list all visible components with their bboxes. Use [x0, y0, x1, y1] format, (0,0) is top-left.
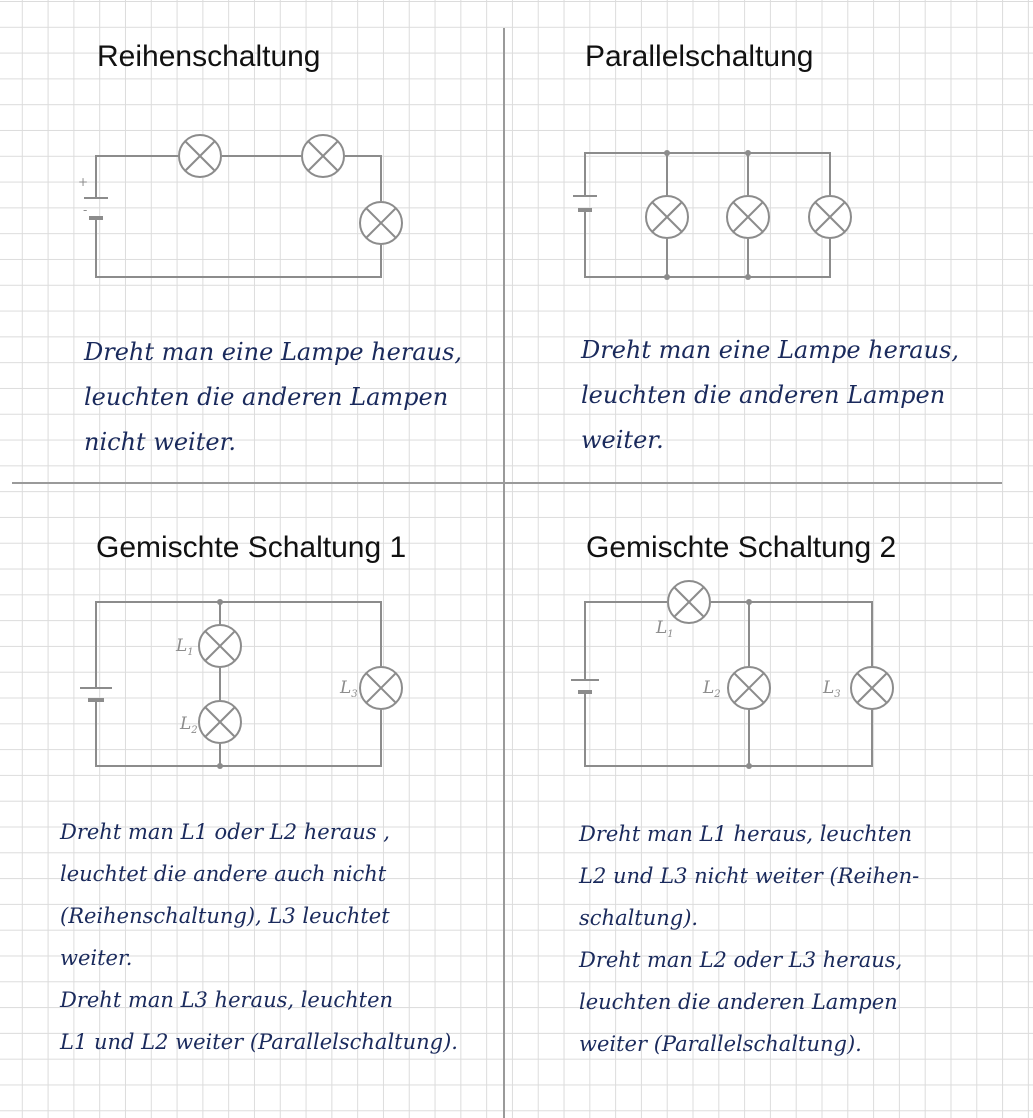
- note-line: schaltung).: [579, 906, 699, 930]
- note-line: weiter.: [60, 946, 133, 970]
- lamp-icon: [646, 196, 688, 238]
- junction-node: [746, 763, 752, 769]
- note-line: weiter.: [581, 426, 664, 454]
- wire-bottom: [96, 218, 381, 277]
- lamp-label-l2: $L_2$: [180, 714, 198, 736]
- panel-title: Gemischte Schaltung 1: [96, 531, 407, 564]
- panel-mixed-circuit-2: [503, 483, 1003, 1056]
- note-line: Dreht man L1 heraus, leuchten: [579, 822, 913, 846]
- panel-title: Reihenschaltung: [97, 40, 321, 73]
- junction-node: [664, 274, 670, 280]
- wire-top-right: [711, 602, 872, 666]
- junction-node: [217, 599, 223, 605]
- note-line: leuchten die anderen Lampen: [84, 383, 449, 411]
- lamp-label-l2: $L_2$: [703, 678, 721, 700]
- note-line: leuchtet die andere auch nicht: [60, 862, 387, 886]
- wire-bottom: [585, 692, 872, 766]
- lamp-label-l1: $L_1$: [656, 618, 674, 640]
- wire-left-top: [96, 156, 178, 198]
- junction-node: [217, 763, 223, 769]
- battery-minus-sign: -: [83, 203, 88, 217]
- lamp-label-l3: $L_3$: [823, 678, 841, 700]
- lamp-label-l3: $L_3$: [340, 678, 358, 700]
- mixed-circuit-1-diagram: [0, 483, 500, 783]
- mixed-circuit-2-diagram: [503, 483, 1003, 783]
- panel-title: Gemischte Schaltung 2: [586, 531, 897, 564]
- note-line: weiter (Parallelschaltung).: [579, 1032, 862, 1056]
- panel-title: Parallelschaltung: [585, 40, 814, 73]
- lamp-icon: [727, 196, 769, 238]
- note-line: Dreht man eine Lampe heraus,: [84, 338, 463, 366]
- handwritten-note: [579, 813, 919, 1065]
- wire-top-left: [585, 602, 667, 680]
- note-line: leuchten die anderen Lampen: [579, 990, 898, 1014]
- handwritten-note: [84, 330, 462, 465]
- lamp-label-l1: $L_1$: [176, 636, 194, 658]
- lamp-icon: [360, 667, 402, 709]
- note-line: (Reihenschaltung), L3 leuchtet: [60, 904, 390, 928]
- junction-node: [746, 599, 752, 605]
- lamp-icon: [809, 196, 851, 238]
- lamp-icon: [302, 135, 344, 177]
- lamp-icon: [851, 667, 893, 709]
- lamp-icon: [668, 581, 710, 623]
- note-line: Dreht man L2 oder L3 heraus,: [579, 948, 903, 972]
- note-line: Dreht man eine Lampe heraus,: [581, 336, 960, 364]
- lamp-icon: [179, 135, 221, 177]
- note-line: leuchten die anderen Lampen: [581, 381, 946, 409]
- wire-bottom: [585, 210, 830, 277]
- lamp-icon: [199, 625, 241, 667]
- junction-node: [745, 274, 751, 280]
- handwritten-note: [581, 328, 959, 463]
- wire-top: [585, 153, 830, 196]
- battery-plus-sign: +: [78, 175, 89, 189]
- note-line: Dreht man L3 heraus, leuchten: [60, 988, 394, 1012]
- junction-node: [745, 150, 751, 156]
- lamp-icon: [199, 701, 241, 743]
- note-line: nicht weiter.: [84, 428, 237, 456]
- panel-parallel-circuit: [503, 0, 1003, 545]
- junction-node: [664, 150, 670, 156]
- panel-series-circuit: [0, 0, 500, 545]
- lamp-icon: [360, 202, 402, 244]
- note-line: L1 und L2 weiter (Parallelschaltung).: [60, 1030, 458, 1054]
- wire-right: [345, 156, 381, 201]
- lamp-icon: [728, 667, 770, 709]
- note-line: Dreht man L1 oder L2 heraus ,: [60, 820, 390, 844]
- note-line: L2 und L3 nicht weiter (Reihen-: [579, 864, 920, 888]
- handwritten-note: [60, 811, 458, 1063]
- panel-mixed-circuit-1: [0, 483, 500, 1054]
